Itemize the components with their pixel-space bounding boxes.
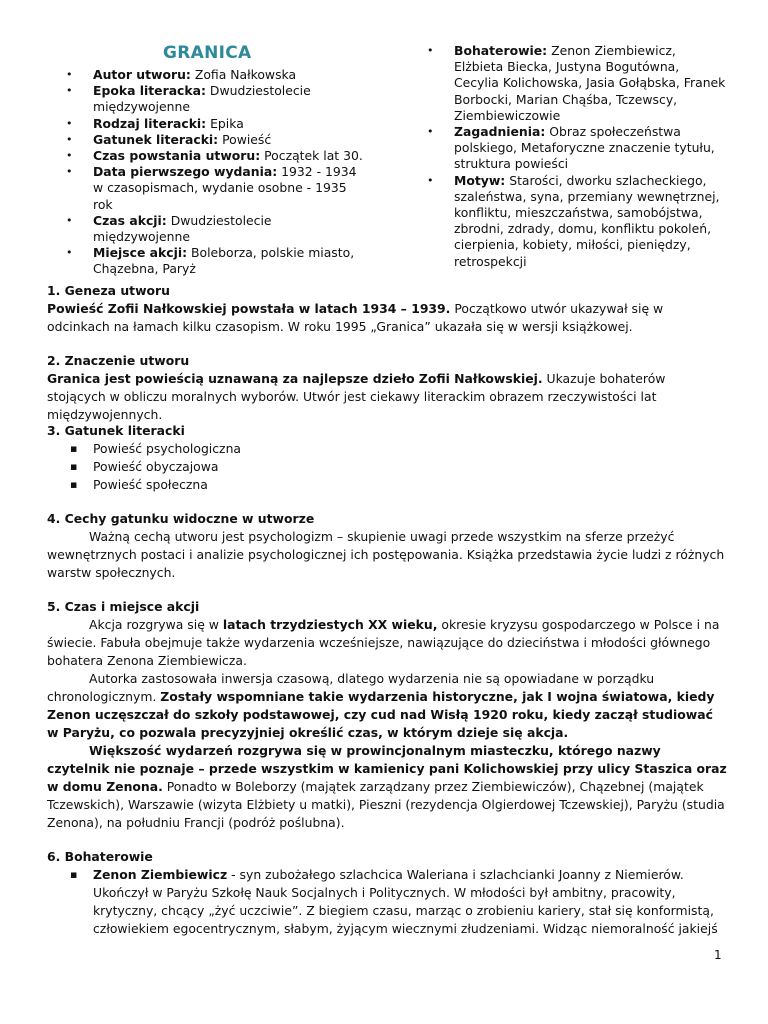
list-item: • Bohaterowie: Zenon Ziembiewicz, Elżbieta Biecka, Justyna Bogutówna, Cecylia Kolichowska, Jasia Gołąbska, Franek Borbocki, Marian Chąśba, Tczewscy, Ziembiewiczowie xyxy=(427,43,727,124)
section-heading-meaning: 2. Znaczenie utworu xyxy=(47,353,190,368)
section-heading-time-place: 5. Czas i miejsce akcji xyxy=(47,599,200,614)
characters-themes-list xyxy=(427,43,727,270)
list-item: • Motyw: Starości, dworku szlacheckiego, szaleństwa, syna, przemiany wewnętrznej, konfliktu, mieszczaństwa, samobójstwa, zbrodni, zdrady, domu, konfliktu pokoleń, cierpienia, kobiety, miłości, pieniędzy, retrospekcji xyxy=(427,173,727,270)
list-item: • Gatunek literacki: Powieść xyxy=(66,132,366,148)
document-title: GRANICA xyxy=(163,43,252,63)
section-heading-genre-features: 4. Cechy gatunku widoczne w utworze xyxy=(47,511,315,526)
section-heading-genre: 3. Gatunek literacki xyxy=(47,423,185,438)
work-info-list xyxy=(66,67,366,278)
list-item: • Epoka literacka: Dwudziestolecie międzywojenne xyxy=(66,83,366,115)
list-item: • Data pierwszego wydania: 1932 - 1934 w czasopismach, wydanie osobne - 1935 rok xyxy=(66,164,366,213)
section-text-genre-features: Ważną cechą utworu jest psychologizm – skupienie uwagi przede wszystkim na sferze przeżyć wewnętrznych postaci i analizie psychologicznej ich postępowania. Książka przedstawia życie ludzi z różnych warstw społecznych. xyxy=(47,529,725,580)
page-number: 1 xyxy=(714,948,722,962)
section-heading-characters: 6. Bohaterowie xyxy=(47,849,153,864)
genre-list xyxy=(70,440,241,494)
section-text-meaning: Granica jest powieścią uznawaną za najlepsze dzieło Zofii Nałkowskiej. Ukazuje bohaterów stojących w obliczu moralnych wyborów. Utwór jest ciekawy literackim obrazem rzeczywistości lat międzywojennych. xyxy=(47,371,666,422)
list-item: ▪ Powieść obyczajowa xyxy=(70,458,241,476)
list-item: • Miejsce akcji: Boleborza, polskie miasto, Chązebna, Paryż xyxy=(66,245,366,277)
list-item: ▪ Powieść społeczna xyxy=(70,476,241,494)
list-item: ▪ Powieść psychologiczna xyxy=(70,440,241,458)
list-item: • Czas akcji: Dwudziestolecie międzywojenne xyxy=(66,213,366,245)
list-item: • Zagadnienia: Obraz społeczeństwa polskiego, Metaforyczne znaczenie tytułu, struktura powieści xyxy=(427,124,727,173)
list-item: • Rodzaj literacki: Epika xyxy=(66,116,366,132)
section-text-genesis: Powieść Zofii Nałkowskiej powstała w latach 1934 – 1939. Początkowo utwór ukazywał się w odcinkach na łamach kilku czasopism. W roku 1995 „Granica” ukazała się w wersji książkowej. xyxy=(47,301,664,334)
list-item: • Czas powstania utworu: Początek lat 30. xyxy=(66,148,366,164)
list-item: ▪ Zenon Ziembiewicz - syn zubożałego szlachcica Waleriana i szlachcianki Joanny z Niemierów. Ukończył w Paryżu Szkołę Nauk Socjalnych i Politycznych. W młodości był ambitny, pracowity, krytyczny, chcący „żyć uczciwie”. Z biegiem czasu, marząc o zrobieniu kariery, stał się konformistą, człowiekiem egocentrycznym, słabym, żyjącym wiecznymi złudzeniami. Widząc niemoralność jakiejś xyxy=(70,866,730,938)
section-text-time-place: Akcja rozgrywa się w latach trzydziestych XX wieku, okresie kryzysu gospodarczego w Polsce i na świecie. Fabuła obejmuje także wydarzenia wcześniejsze, nawiązujące do dzieciństwa i młodości głównego bohatera Zenona Ziembiewicza. Autorka zastosowała inwersja czasową, dlatego wydarzenia nie są opowiadane w porządku chronologicznym. Zostały wspomniane takie wydarzenia historyczne, jak I wojna światowa, kiedy Zenon uczęszczał do szkoły podstawowej, czy cud nad Wisłą 1920 roku, kiedy zaczął studiować w Paryżu, co pozwala precyzyjniej określić czas, w którym dzieje się akcja. Większość wydarzeń rozgrywa się w prowincjonalnym miasteczku, którego nazwy czytelnik nie poznaje – przede wszystkim w kamienicy pani Kolichowskiej przy ulicy Staszica oraz w domu Zenona. Ponadto w Boleborzy (majątek zarządzany przez Ziembiewiczów), Chązebnej (majątek Tczewskich), Warszawie (wizyta Elżbiety u matki), Pieszni (rezydencja Olgierdowej Tczewskiej), Paryżu (studia Zenona), na południu Francji (podróż poślubna). xyxy=(47,617,727,830)
list-item: • Autor utworu: Zofia Nałkowska xyxy=(66,67,366,83)
characters-list xyxy=(70,866,730,938)
section-heading-genesis: 1. Geneza utworu xyxy=(47,283,170,298)
